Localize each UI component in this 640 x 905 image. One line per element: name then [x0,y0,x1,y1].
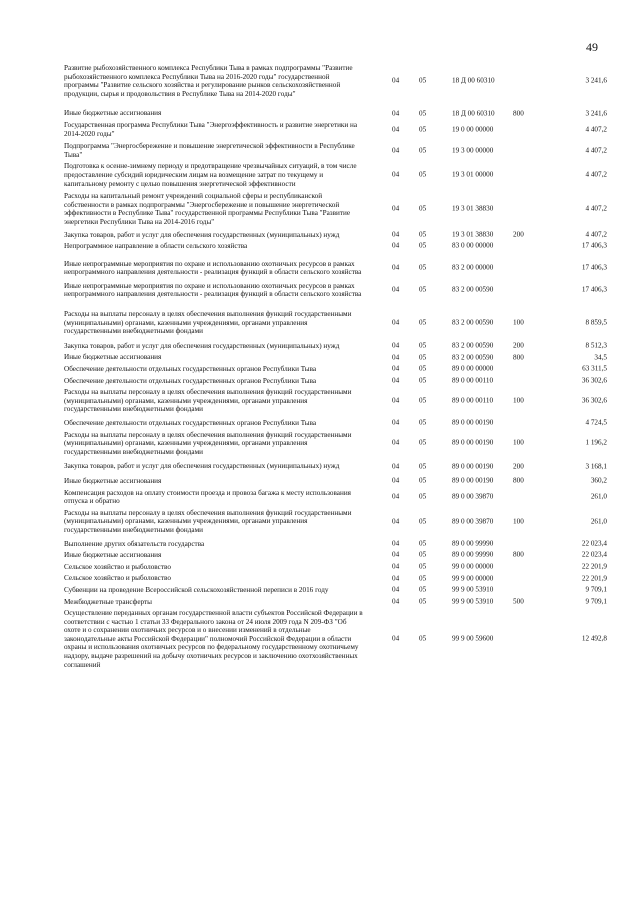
row-section: 04 [392,551,400,560]
row-target-code: 89 0 00 00000 [452,365,494,374]
row-name: Непрограммное направление в области сельского хозяйства [64,242,248,251]
table-row [62,551,607,560]
row-subsection: 05 [419,242,427,251]
row-target-code: 18 Д 00 60310 [452,76,495,85]
row-subsection: 05 [419,462,427,471]
row-subsection: 05 [419,634,427,643]
row-target-code: 99 9 00 53910 [452,585,494,594]
row-name: Подготовка к осенне-зимнему периоду и предотвращение чрезвычайных ситуаций, в том числе предоставление субсидий юридическим лицам на возмещение затрат по текущему и капитальному ремонту с целью повышения энергетической эффективности [64,162,357,188]
row-subsection: 05 [419,476,427,485]
row-amount: 17 406,3 [581,286,607,295]
row-name: Иные непрограммные мероприятия по охране и использованию охотничьих ресурсов в рамках непрограммного направления деятельности - реализация функций в области сельского хозяйства [64,259,362,277]
row-amount: 22 201,9 [581,562,607,571]
row-name: Закупка товаров, работ и услуг для обеспечения государственных (муниципальных) нужд [64,230,340,239]
row-amount: 36 302,6 [581,376,607,385]
row-amount: 261,0 [590,492,607,501]
row-amount: 4 407,2 [585,170,607,179]
row-subsection: 05 [419,365,427,374]
row-name: Расходы на выплаты персоналу в целях обеспечения выполнения функций государственными (муниципальными) органами, казенными учреждениями, органами управления государственными внебюджетными фондами [64,430,352,456]
table-row [62,310,607,336]
row-name: Выполнение других обязательств государства [64,539,205,548]
table-row [62,377,607,386]
row-section: 04 [392,109,400,118]
row-section: 04 [392,376,400,385]
row-name: Межбюджетные трансферты [64,597,152,606]
row-amount: 4 407,2 [585,146,607,155]
row-subsection: 05 [419,574,427,583]
row-section: 04 [392,396,400,405]
row-target-code: 89 0 00 00190 [452,462,494,471]
row-subsection: 05 [419,353,427,362]
row-name: Иные бюджетные ассигнования [64,109,162,118]
row-target-code: 99 0 00 00000 [452,562,494,571]
row-subsection: 05 [419,170,427,179]
row-target-code: 19 3 01 38830 [452,205,494,214]
budget-table [62,64,607,669]
row-subsection: 05 [419,125,427,134]
row-section: 04 [392,170,400,179]
row-target-code: 99 9 00 53910 [452,597,494,606]
row-expense-type: 200 [513,230,524,239]
row-section: 04 [392,318,400,327]
table-row [62,563,607,572]
row-section: 04 [392,263,400,272]
row-section: 04 [392,353,400,362]
row-target-code: 19 3 01 00000 [452,170,494,179]
row-amount: 8 512,3 [585,341,607,350]
row-section: 04 [392,76,400,85]
row-amount: 3 168,1 [585,462,607,471]
row-amount: 22 023,4 [581,551,607,560]
table-row [62,477,607,486]
row-target-code: 89 0 00 39870 [452,492,494,501]
row-section: 04 [392,597,400,606]
row-amount: 1 196,2 [585,439,607,448]
row-name: Расходы на выплаты персоналу в целях обеспечения выполнения функций государственными (муниципальными) органами, казенными учреждениями, органами управления государственными внебюджетными фондами [64,508,352,534]
row-amount: 17 406,3 [581,263,607,272]
table-row [62,142,607,159]
row-subsection: 05 [419,205,427,214]
row-amount: 63 311,5 [582,365,607,374]
row-section: 04 [392,365,400,374]
row-subsection: 05 [419,585,427,594]
row-target-code: 83 2 00 00000 [452,263,494,272]
table-row [62,260,607,277]
row-expense-type: 200 [513,341,524,350]
row-name: Компенсация расходов на оплату стоимости проезда и провоза багажа к месту использования отпуска и обратно [64,488,351,506]
row-subsection: 05 [419,562,427,571]
row-section: 04 [392,585,400,594]
row-name: Расходы на выплаты персоналу в целях обеспечения выполнения функций государственными (муниципальными) органами, казенными учреждениями, органами управления государственными внебюджетными фондами [64,388,352,414]
row-section: 04 [392,286,400,295]
row-name: Иные бюджетные ассигнования [64,353,162,362]
row-target-code: 89 0 00 39870 [452,517,494,526]
row-subsection: 05 [419,318,427,327]
row-expense-type: 100 [513,396,524,405]
row-name: Закупка товаров, работ и услуг для обеспечения государственных (муниципальных) нужд [64,462,340,471]
table-row [62,419,607,428]
table-row [62,609,607,669]
row-target-code: 89 0 00 00190 [452,419,494,427]
row-target-code: 89 0 00 99990 [452,539,494,548]
row-name: Осуществление переданных органам государственной власти субъектов Российской Федерации в соответствии с частью 1 статьи 33 Федерального закона от 24 июля 2009 года N 209-ФЗ "Об охоте и о сохранении охотничьих ресурсов и о внесении изменений в отдельные законодательные акты Российской Федерации" полномочий Российской Федерации в области охраны и использования охотничьих ресурсов по федеральному государственному охотничьему надзору, выдаче разрешений на добычу охотничьих ресурсов и заключению охотхозяйственных соглашений [64,609,363,669]
row-expense-type: 800 [513,551,524,560]
row-section: 04 [392,146,400,155]
row-section: 04 [392,125,400,134]
row-subsection: 05 [419,230,427,239]
row-name: Обеспечение деятельности отдельных государственных органов Республики Тыва [64,376,317,385]
row-subsection: 05 [419,76,427,85]
row-expense-type: 800 [513,353,524,362]
row-subsection: 05 [419,597,427,606]
row-subsection: 05 [419,263,427,272]
row-name: Обеспечение деятельности отдельных государственных органов Республики Тыва [64,365,317,374]
row-section: 04 [392,419,400,427]
row-name: Развитие рыбохозяйственного комплекса Республики Тыва в рамках подпрограммы "Развитие рыбохозяйственного комплекса Республики Тыва на 2016-2020 годы" государственной программы "Развитие сельского хозяйства и регулирование рынков сельскохозяйственной продукции, сырья и продовольствия в Республике Тыва на 2014-2020 годы" [64,64,353,98]
row-target-code: 19 0 00 00000 [452,125,494,134]
row-expense-type: 100 [513,517,524,526]
row-amount: 34,5 [594,353,607,362]
row-target-code: 89 0 00 00110 [452,396,494,405]
row-target-code: 83 2 00 00590 [452,318,494,327]
row-name: Закупка товаров, работ и услуг для обеспечения государственных (муниципальных) нужд [64,341,340,350]
row-subsection: 05 [419,539,427,548]
row-subsection: 05 [419,396,427,405]
row-section: 04 [392,205,400,214]
row-expense-type: 800 [513,109,524,118]
row-amount: 360,2 [590,476,607,485]
row-section: 04 [392,230,400,239]
row-amount: 3 241,6 [585,109,607,118]
row-target-code: 89 0 00 00190 [452,439,494,448]
row-amount: 22 023,4 [581,539,607,548]
row-amount: 8 859,5 [585,318,607,327]
row-subsection: 05 [419,146,427,155]
row-name: Государственная программа Республики Тыва "Энергоэффективность и развитие энергетики на 2014-2020 годы" [64,120,358,138]
row-subsection: 05 [419,286,427,295]
row-amount: 12 492,8 [581,634,607,643]
table-row [62,121,607,138]
table-row [62,388,607,414]
table-row [62,64,607,98]
row-name: Расходы на выплаты персоналу в целях обеспечения выполнения функций государственными (муниципальными) органами, казенными учреждениями, органами управления государственными внебюджетными фондами [64,310,352,336]
row-amount: 261,0 [590,517,607,526]
row-section: 04 [392,574,400,583]
row-expense-type: 200 [513,462,524,471]
row-subsection: 05 [419,419,427,427]
row-target-code: 99 9 00 00000 [452,574,494,583]
row-amount: 3 241,6 [585,76,607,85]
row-name: Иные бюджетные ассигнования [64,476,162,485]
row-amount: 4 724,5 [585,419,607,427]
row-name: Иные непрограммные мероприятия по охране и использованию охотничьих ресурсов в рамках непрограммного направления деятельности - реализация функций в области сельского хозяйства [64,281,362,299]
row-section: 04 [392,341,400,350]
table-row [62,489,607,506]
row-amount: 4 407,2 [585,205,607,214]
row-amount: 4 407,2 [585,230,607,239]
row-subsection: 05 [419,341,427,350]
row-amount: 17 406,3 [581,242,607,251]
row-subsection: 05 [419,551,427,560]
row-name: Подпрограмма "Энергосбережение и повышение энергетической эффективности в Республике Тыва" [64,142,355,159]
row-subsection: 05 [419,376,427,385]
table-row [62,540,607,549]
row-subsection: 05 [419,517,427,526]
row-subsection: 05 [419,109,427,118]
table-row [62,574,607,583]
row-target-code: 18 Д 00 60310 [452,109,495,118]
row-name: Расходы на капитальный ремонт учреждений социальной сферы и республиканской собственности в рамках подпрограммы "Энергосбережение и повышение энергетической эффективности в Республике Тыва" государственной программы Республики Тыва "Развитие энергетики Республики Тыва на 2014-2016 годы" [64,192,351,226]
row-name: Сельское хозяйство и рыболовство [64,574,171,583]
row-section: 04 [392,492,400,501]
row-target-code: 99 9 00 59600 [452,634,494,643]
row-amount: 9 709,1 [585,597,607,606]
row-amount: 36 302,6 [581,396,607,405]
row-target-code: 83 2 00 00590 [452,353,494,362]
row-name: Иные бюджетные ассигнования [64,551,162,560]
row-expense-type: 100 [513,439,524,448]
row-amount: 4 407,2 [585,125,607,134]
row-expense-type: 100 [513,318,524,327]
row-target-code: 19 3 00 00000 [452,146,494,155]
row-amount: 9 709,1 [585,585,607,594]
row-section: 04 [392,562,400,571]
table-row [62,282,607,299]
row-section: 04 [392,517,400,526]
row-amount: 22 201,9 [581,574,607,583]
row-name: Субвенции на проведение Всероссийской сельскохозяйственной переписи в 2016 году [64,585,329,594]
table-row [62,431,607,457]
row-section: 04 [392,439,400,448]
row-target-code: 89 0 00 00190 [452,476,494,485]
row-subsection: 05 [419,492,427,501]
table-row [62,509,607,535]
table-row [62,342,607,351]
page-number: 49 [586,40,598,54]
table-row [62,242,607,251]
table-row [62,192,607,226]
table-row [62,598,607,607]
row-section: 04 [392,242,400,251]
table-row [62,353,607,362]
table-row [62,109,607,118]
table-row [62,462,607,471]
row-target-code: 83 2 00 00590 [452,286,494,295]
table-row [62,231,607,240]
row-section: 04 [392,462,400,471]
row-target-code: 83 0 00 00000 [452,242,494,251]
row-section: 04 [392,634,400,643]
row-target-code: 89 0 00 00110 [452,376,494,385]
table-row [62,162,607,188]
row-target-code: 83 2 00 00590 [452,341,494,350]
table-row [62,586,607,595]
row-name: Обеспечение деятельности отдельных государственных органов Республики Тыва [64,419,317,427]
table-row [62,365,607,374]
row-target-code: 89 0 00 99990 [452,551,494,560]
row-section: 04 [392,539,400,548]
row-expense-type: 500 [513,597,524,606]
row-subsection: 05 [419,439,427,448]
row-expense-type: 800 [513,476,524,485]
row-name: Сельское хозяйство и рыболовство [64,562,171,571]
row-section: 04 [392,476,400,485]
row-target-code: 19 3 01 38830 [452,230,494,239]
